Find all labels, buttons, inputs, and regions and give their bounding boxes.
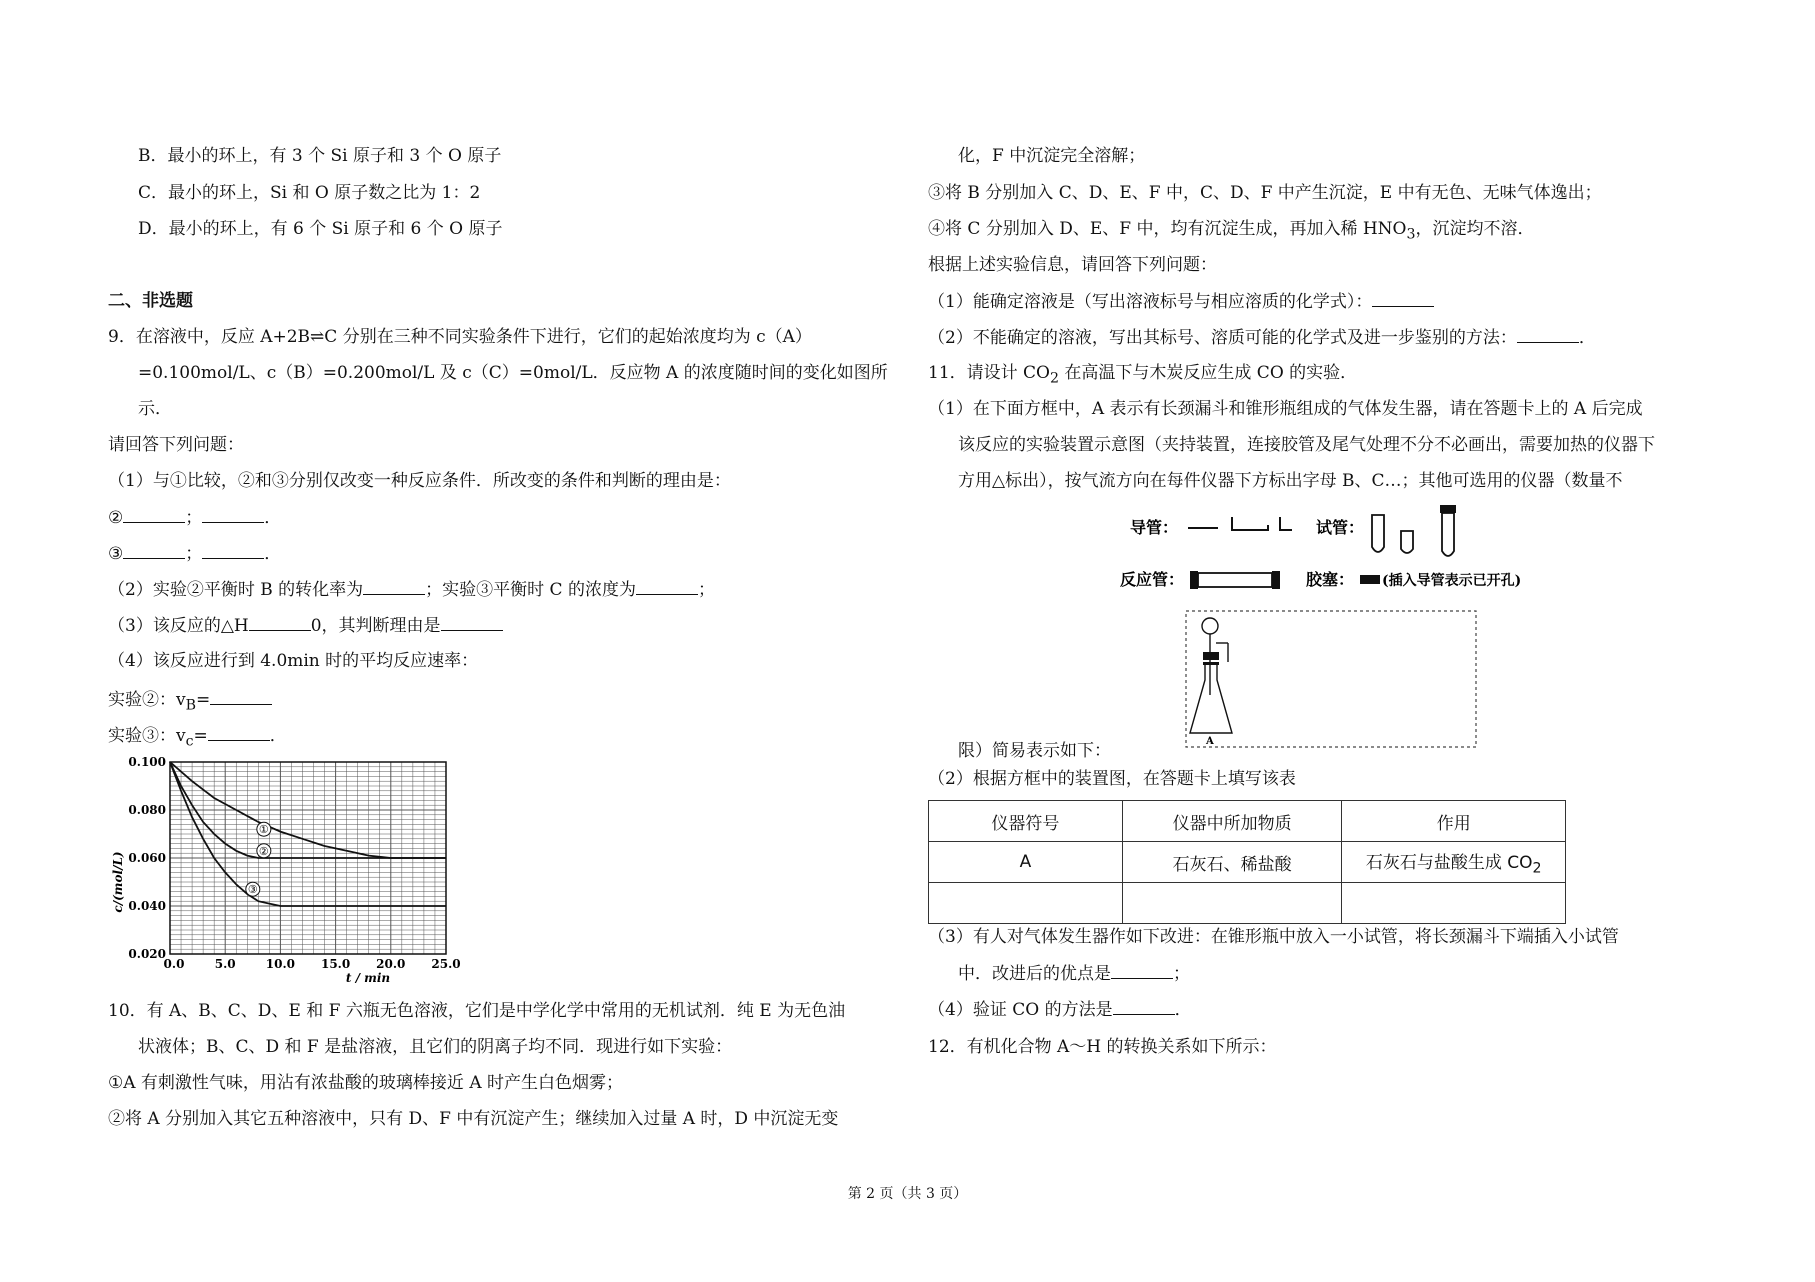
answer-blank[interactable] <box>363 578 425 595</box>
answer-blank[interactable] <box>636 578 698 595</box>
test-tube-icon <box>1372 515 1384 552</box>
q10-line4: ②将 A 分别加入其它五种溶液中，只有 D、F 中有沉淀产生；继续加入过量 A 时，D 中沉淀无变 <box>108 1109 839 1129</box>
table-header: 仪器符号 <box>929 801 1123 842</box>
option-d: D．最小的环上，有 6 个 Si 原子和 6 个 O 原子 <box>138 219 503 239</box>
q9-part3: （3）该反应的△H 0，其判断理由是 <box>108 614 503 637</box>
q9-line2: =0.100mol/L、c（B）=0.200mol/L 及 c（C）=0mol/L．反应物 A 的浓度随时间的变化如图所 <box>138 363 888 383</box>
stopper-label: 胶塞： <box>1306 570 1355 589</box>
answer-blank[interactable] <box>1111 962 1173 979</box>
bent-tube-icon <box>1232 517 1268 530</box>
answer-blank[interactable] <box>1113 998 1175 1015</box>
q11-line2: （1）在下面方框中，A 表示有长颈漏斗和锥形瓶组成的气体发生器，请在答题卡上的 A 后完成 <box>928 399 1643 419</box>
q10-line3: ①A 有刺激性气味，用沾有浓盐酸的玻璃棒接近 A 时产生白色烟雾； <box>108 1073 624 1093</box>
q11-part4: （4）验证 CO 的方法是 ． <box>928 1000 1192 1020</box>
q10-step4: ④将 C 分别加入 D、E、F 中，均有沉淀生成，再加入稀 $HNO_3$，沉淀均不溶． <box>928 219 1535 243</box>
x-tick-label: 10.0 <box>265 957 296 971</box>
x-tick-label: 0.0 <box>163 957 185 971</box>
q10-line5: 化，F 中沉淀完全溶解； <box>958 146 1146 166</box>
answer-blank[interactable] <box>1517 326 1579 343</box>
series-label: ③ <box>247 883 258 897</box>
table-header: 作用 <box>1342 801 1566 842</box>
stopper-note: (插入导管表示已开孔) <box>1382 573 1522 589</box>
q9-line4: 请回答下列问题： <box>108 435 244 455</box>
answer-blank[interactable] <box>208 724 270 741</box>
q11-line3: 该反应的实验装置示意图（夹持装置，连接胶管及尾气处理不分不必画出，需要加热的仪器下 <box>958 435 1655 455</box>
q9-line1: 9．在溶液中，反应 A+2B⇌C 分别在三种不同实验条件下进行，它们的起始浓度均为 c（A） <box>108 327 812 347</box>
apparatus-legend <box>1120 505 1560 595</box>
x-tick-label: 25.0 <box>431 957 461 971</box>
x-axis-label: t / min <box>345 971 391 985</box>
option-c: C．最小的环上，Si 和 O 原子数之比为 1：2 <box>138 183 481 203</box>
apparatus-box <box>1185 610 1480 750</box>
y-tick-label: 0.020 <box>128 947 166 961</box>
q11-part3: （3）有人对气体发生器作如下改进：在锥形瓶中放入一小试管，将长颈漏斗下端插入小试管 <box>928 927 1619 947</box>
q11-part3-cont: 中．改进后的优点是 ； <box>958 964 1190 984</box>
q11-line4: 方用△标出），按气流方向在每件仪器下方标出字母 B、C…；其他可选用的仪器（数量不 <box>958 471 1623 491</box>
stopper-icon <box>1440 505 1456 513</box>
reaction-tube-left-stopper <box>1190 571 1198 589</box>
table-header-row <box>929 801 1566 842</box>
apparatus-table <box>928 800 1566 924</box>
tube-label: 导管： <box>1130 518 1179 537</box>
q10-line2: 状液体；B、C、D 和 F 是盐溶液，且它们的阴离子均不同．现进行如下实验： <box>138 1037 733 1057</box>
table-cell[interactable] <box>1342 883 1566 924</box>
section-title: 二、非选题 <box>108 291 193 311</box>
answer-blank[interactable] <box>210 688 272 705</box>
q10-part1: （1）能确定溶液是（写出溶液标号与相应溶质的化学式）： <box>928 290 1434 313</box>
table-row <box>929 883 1566 924</box>
flask-letter: A <box>1206 736 1214 747</box>
answer-blank[interactable] <box>249 614 311 631</box>
test-tube-label: 试管： <box>1316 518 1365 537</box>
answer-blank[interactable] <box>1372 290 1434 307</box>
q9-rate-b: 实验②：$v_B=$ <box>108 688 272 716</box>
x-tick-label: 15.0 <box>320 957 351 971</box>
x-tick-label: 5.0 <box>214 957 236 971</box>
q11-line5: 限）简易表示如下： <box>958 741 1111 761</box>
q9-rate-c: 实验③：$v_c=$ ． <box>108 726 287 750</box>
q9-answer3: ③ ； ． <box>108 544 282 564</box>
small-test-tube-icon <box>1401 531 1413 553</box>
series-label: ② <box>258 844 269 858</box>
stoppered-tube-icon <box>1442 513 1454 556</box>
q9-part1: （1）与①比较，②和③分别仅改变一种反应条件．所改变的条件和判断的理由是： <box>108 471 731 491</box>
series-label: ① <box>258 823 269 837</box>
x-tick-label: 20.0 <box>376 957 406 971</box>
answer-blank[interactable] <box>202 542 264 559</box>
y-tick-label: 0.040 <box>128 899 166 913</box>
elbow-tube-icon <box>1280 517 1292 530</box>
y-tick-label: 0.080 <box>128 803 166 817</box>
option-b: B．最小的环上，有 3 个 Si 原子和 3 个 O 原子 <box>138 146 502 166</box>
table-cell: 石灰石与盐酸生成 $CO_2$ <box>1342 842 1566 883</box>
table-cell: A <box>929 842 1123 883</box>
q9-part4: （4）该反应进行到 4.0min 时的平均反应速率： <box>108 651 479 671</box>
table-cell: 石灰石、稀盐酸 <box>1122 842 1342 883</box>
q9-answer2: ② ； ． <box>108 508 282 528</box>
q11-line1: 11．请设计 $CO_2$ 在高温下与木炭反应生成 CO 的实验． <box>928 363 1358 387</box>
reaction-tube-icon <box>1198 573 1272 587</box>
q10-line1: 10．有 A、B、C、D、E 和 F 六瓶无色溶液，它们是中学化学中常用的无机试剂．纯 E 为无色油 <box>108 1001 846 1021</box>
y-tick-label: 0.060 <box>128 851 166 865</box>
answer-blank[interactable] <box>202 506 264 523</box>
y-axis-label: c/(mol/L) <box>111 851 125 913</box>
answer-blank[interactable] <box>441 614 503 631</box>
answer-blank[interactable] <box>123 542 185 559</box>
concentration-chart <box>108 752 478 987</box>
q10-part2: （2）不能确定的溶液，写出其标号、溶质可能的化学式及进一步鉴别的方法： ． <box>928 328 1596 348</box>
q9-line3: 示． <box>138 399 172 419</box>
table-row <box>929 842 1566 883</box>
page-footer: 第 2 页（共 3 页） <box>847 1186 968 1202</box>
reaction-tube-right-stopper <box>1272 571 1280 589</box>
table-header: 仪器中所加物质 <box>1122 801 1342 842</box>
y-tick-label: 0.100 <box>128 755 166 769</box>
rubber-stopper-icon <box>1360 575 1380 584</box>
q11-part2: （2）根据方框中的装置图，在答题卡上填写该表 <box>928 769 1296 789</box>
answer-blank[interactable] <box>123 506 185 523</box>
gas-generator-flask-icon <box>1190 618 1232 733</box>
q10-step3: ③将 B 分别加入 C、D、E、F 中，C、D、F 中产生沉淀，E 中有无色、无味气体逸出； <box>928 183 1602 203</box>
table-cell[interactable] <box>1122 883 1342 924</box>
table-cell[interactable] <box>929 883 1123 924</box>
q12-line1: 12．有机化合物 A～H 的转换关系如下所示： <box>928 1037 1277 1057</box>
reaction-tube-label: 反应管： <box>1120 570 1185 589</box>
q10-prompt: 根据上述实验信息，请回答下列问题： <box>928 255 1217 275</box>
q9-part2: （2）实验②平衡时 B 的转化率为 ；实验③平衡时 C 的浓度为 ； <box>108 580 715 600</box>
